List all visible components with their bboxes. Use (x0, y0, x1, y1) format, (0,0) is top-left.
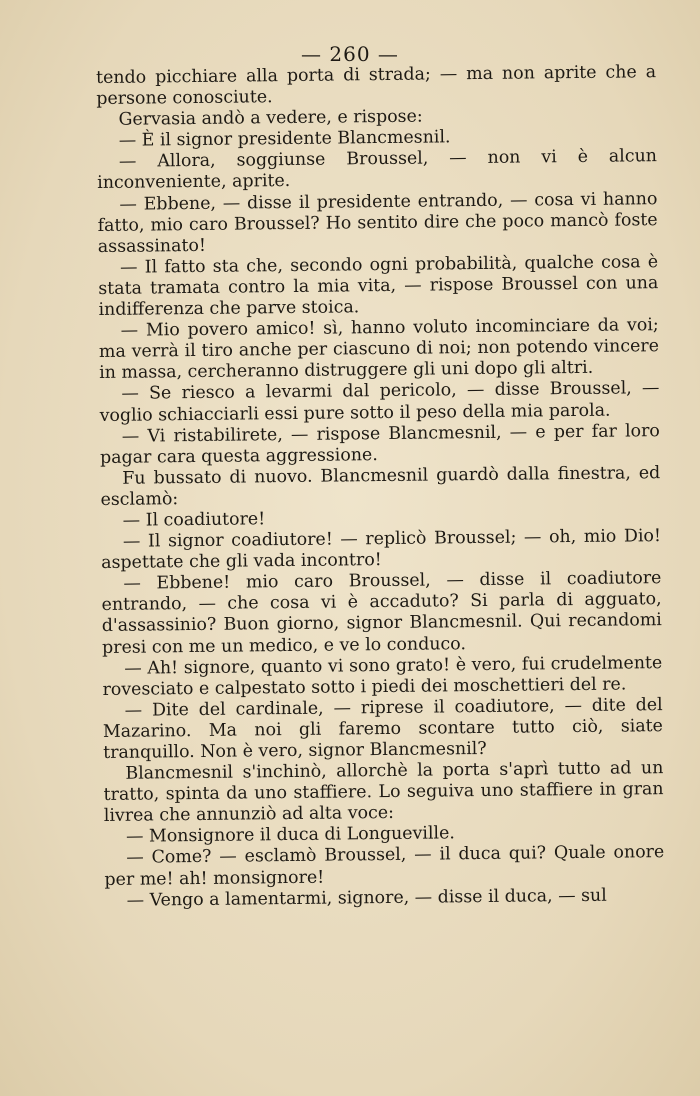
paragraph: — Ah! signore, quanto vi sono grato! è vero, fui crudelmente rovesciato e calpestato sotto i piedi dei moschettieri del re. (102, 652, 663, 700)
paragraph: — Vengo a lamentarmi, signore, — disse il duca, — sul (126, 885, 607, 911)
paragraph: — È il signor presidente Blancmesnil. (118, 127, 451, 152)
paragraph: — Come? — esclamò Broussel, — il duca qui? Quale onore per me! ah! monsignore! (104, 842, 665, 890)
paragraph: — Mio povero amico! sì, hanno voluto incominciare da voi; ma verrà il tiro anche per ciascuno di noi; non potendo vincere in massa, cercheranno distruggere gli uni dopo gli altri. (98, 315, 660, 384)
paragraph: tendo picchiare alla porta di strada; — ma non aprite che a persone conosciute. (96, 62, 657, 110)
paragraph: Blancmesnil s'inchinò, allorchè la porta s'aprì tutto ad un tratto, spinta da uno staffiere. Lo seguiva uno staffiere in gran livrea che annunziò ad alta voce: (103, 758, 664, 827)
paragraph: — Ebbene, — disse il presidente entrando, — cosa vi hanno fatto, mio caro Broussel? Ho sentito dire che poco mancò foste assassinato! (97, 188, 658, 257)
paragraph: — Se riesco a levarmi dal pericolo, — disse Broussel, — voglio schiacciarli essi pure sotto il peso della mia parola. (99, 378, 660, 426)
paragraph: — Il signor coadiutore! — replicò Broussel; — oh, mio Dio! aspettate che gli vada incontro! (101, 526, 662, 574)
paragraph: — Il fatto sta che, secondo ogni probabilità, qualche cosa è stata tramata contro la mia vita, — rispose Broussel con una indifferenza che parve stoica. (98, 251, 659, 321)
paragraph: — Ebbene! mio caro Broussel, — disse il coadiutore entrando, — che cosa vi è accaduto? Si parla di agguato, d'assassinio? Buon giorno, signor Blancmesnil. Qui recandomi presi con me un medico, e ve lo conduco. (101, 568, 662, 658)
paragraph: — Allora, soggiunse Broussel, — non vi è alcun inconveniente, aprite. (97, 146, 658, 194)
paragraph: Gervasia andò a vedere, e rispose: (118, 106, 423, 130)
body-text (96, 62, 665, 912)
paragraph: — Vi ristabilirete, — rispose Blancmesnil, — e per far loro pagar cara questa aggressione. (99, 420, 660, 468)
paragraph: — Il coadiutore! (122, 509, 266, 531)
paragraph: — Dite del cardinale, — riprese il coadiutore, — dite del Mazarino. Ma noi gli faremo scontare tutto ciò, siate tranquillo. Non è vero, signor Blancmesnil? (102, 694, 664, 763)
paragraph: — Monsignore il duca di Longueville. (125, 823, 455, 848)
page-number: — 260 — (301, 42, 399, 66)
paragraph: Fu bussato di nuovo. Blancmesnil guardò dalla finestra, ed esclamò: (100, 462, 661, 510)
